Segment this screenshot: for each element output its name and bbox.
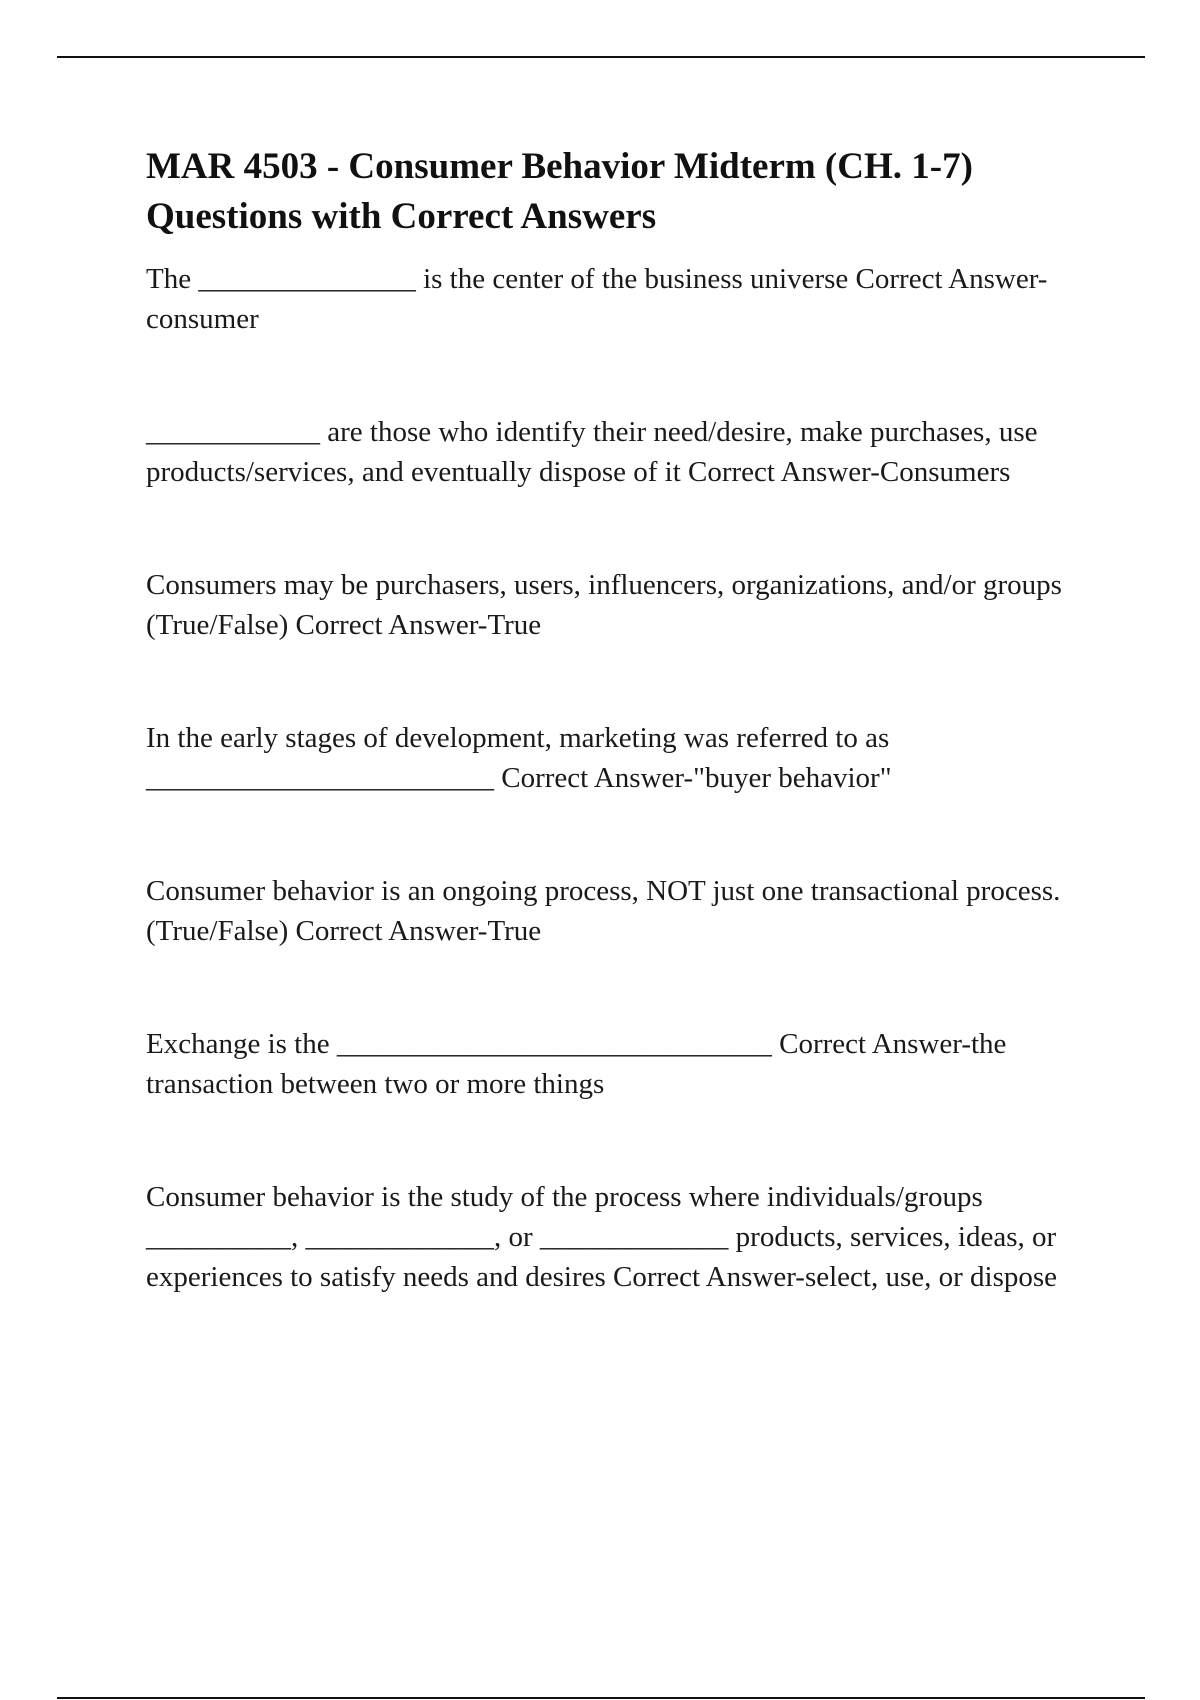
bottom-divider	[57, 1697, 1145, 1699]
question-answer-item: Consumer behavior is the study of the process where individuals/groups __________, _____________, or _____________ products, services, ideas, or experiences to satisfy needs and desires Correct Answer-select, use, or dispose	[146, 1181, 1058, 1293]
question-answer-item: Consumers may be purchasers, users, influencers, organizations, and/or groups (True/False) Correct Answer-True	[146, 569, 1062, 641]
question-answer-item: ____________ are those who identify their need/desire, make purchases, use products/services, and eventually dispose of it Correct Answer-Consumers	[146, 416, 1038, 488]
top-divider	[57, 56, 1145, 58]
question-answer-item: In the early stages of development, marketing was referred to as ________________________ Correct Answer-"buyer behavior"	[146, 722, 892, 794]
question-answer-item: The _______________ is the center of the business universe Correct Answer-consumer	[146, 263, 1048, 335]
question-answer-item: Consumer behavior is an ongoing process, NOT just one transactional process. (True/False) Correct Answer-True	[146, 875, 1061, 947]
question-answer-item: Exchange is the ______________________________ Correct Answer-the transaction between two or more things	[146, 1028, 1007, 1100]
document-title: MAR 4503 - Consumer Behavior Midterm (CH. 1-7) Questions with Correct Answers	[146, 146, 973, 237]
document-body	[146, 142, 1090, 1297]
